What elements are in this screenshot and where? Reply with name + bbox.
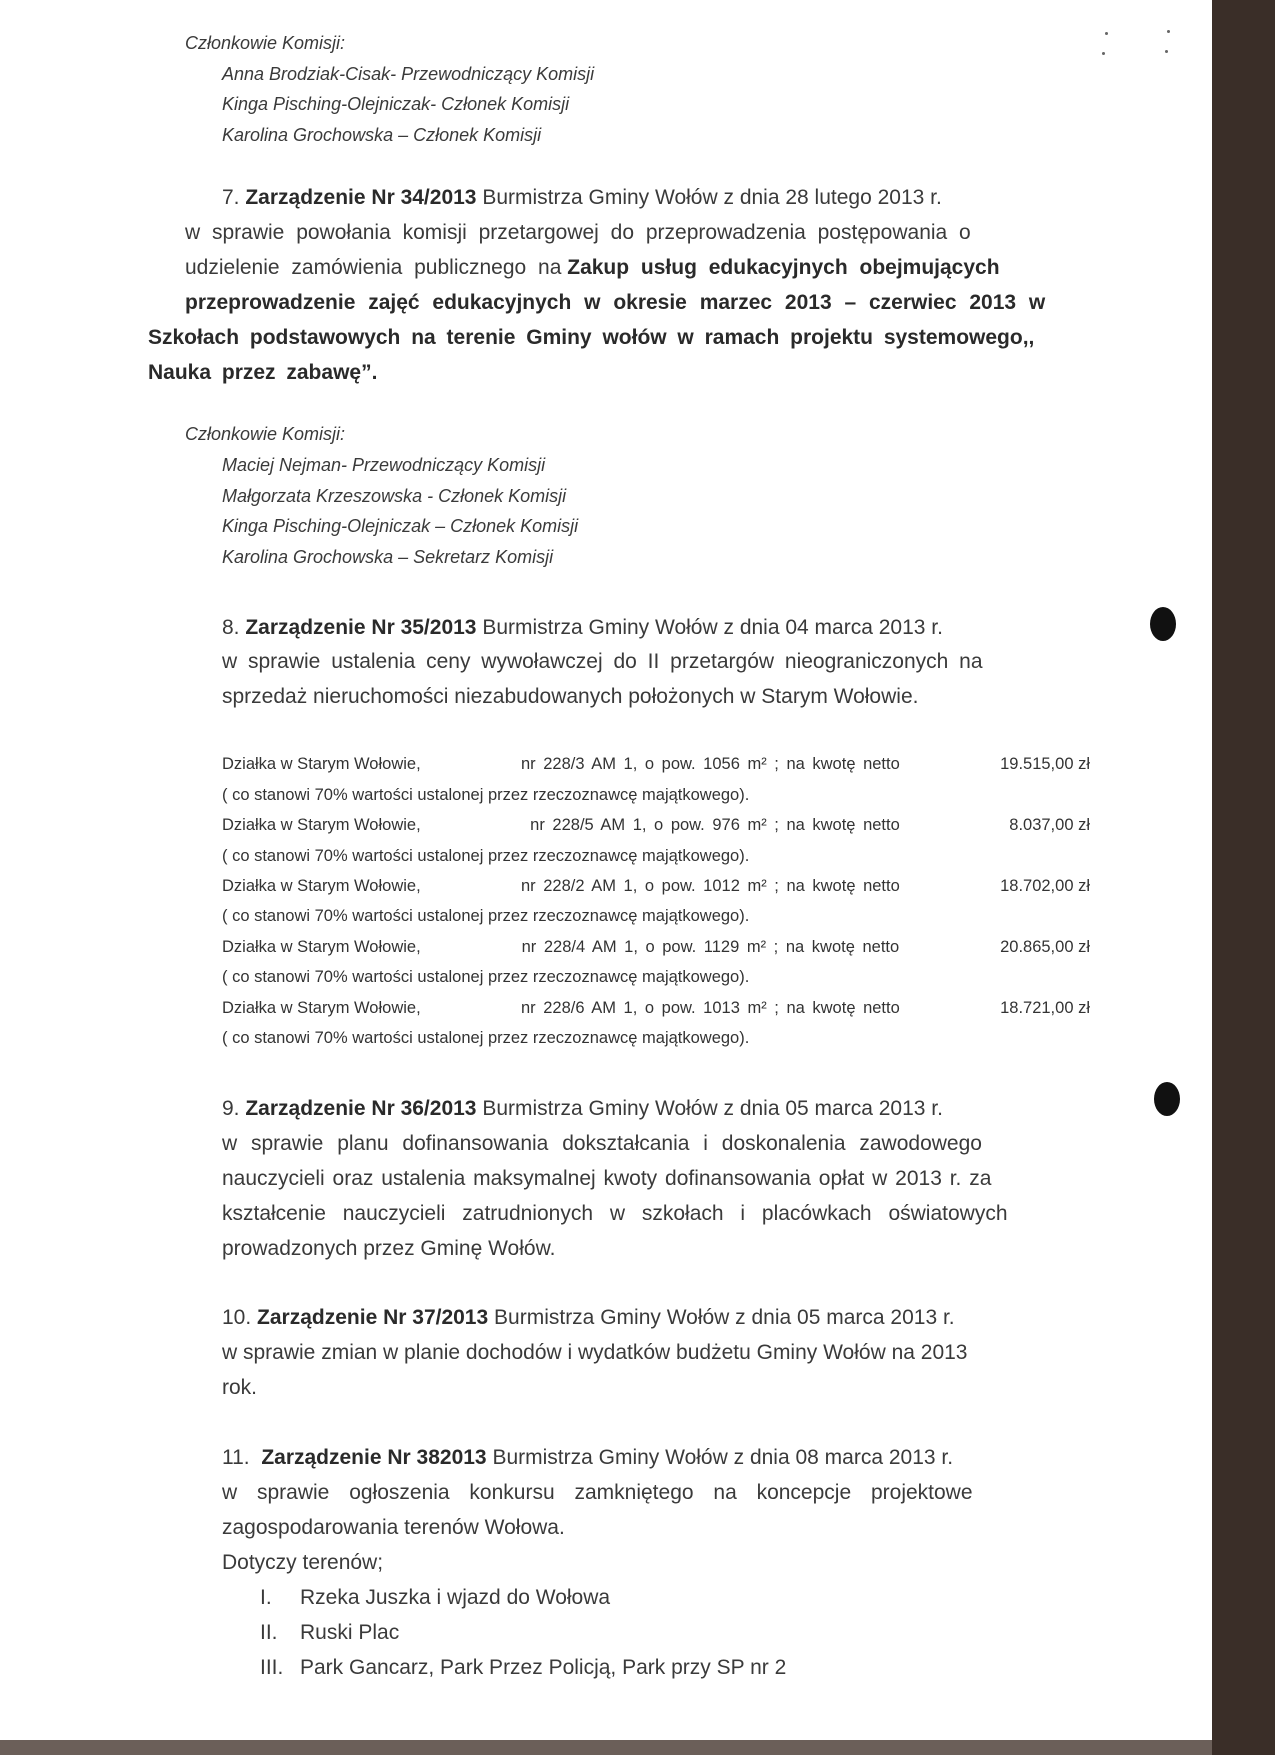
ordinance-issuer: Burmistrza Gminy Wołów z dnia 05 marca 2013 r. (482, 1097, 943, 1120)
plot-place: Działka w Starym Wołowie, (222, 999, 421, 1017)
plot-details: nr 228/5 AM 1, o pow. 976 m² ; na kwotę netto (530, 816, 900, 834)
item-9-line-4: kształcenie nauczycieli zatrudnionych w szkołach i placówkach oświatowych (222, 1202, 1008, 1225)
members-label: Członkowie Komisji: (185, 33, 346, 53)
item-10-line-2: w sprawie zmian w planie dochodów i wydatków budżetu Gminy Wołów na 2013 (222, 1341, 968, 1364)
item-7-line-3-plain: udzielenie zamówienia publicznego na (185, 256, 562, 279)
member-line: Karolina Grochowska – Sekretarz Komisji (222, 547, 554, 567)
plot-place: Działka w Starym Wołowie, (222, 755, 421, 773)
plot-place: Działka w Starym Wołowie, (222, 816, 421, 834)
item-number: 10. (222, 1306, 252, 1329)
scan-speck (1102, 52, 1105, 55)
area-numeral: II. (260, 1621, 278, 1644)
ordinance-issuer: Burmistrza Gminy Wołów z dnia 05 marca 2013 r. (494, 1306, 955, 1329)
plot-details: nr 228/3 AM 1, o pow. 1056 m² ; na kwotę netto (520, 755, 900, 773)
item-number: 11. (222, 1446, 250, 1469)
punch-hole (1154, 1082, 1180, 1116)
item-7-line-6: Nauka przez zabawę”. (148, 361, 378, 384)
plot-amount: 19.515,00 zł (1000, 755, 1090, 773)
item-number: 7. (222, 186, 240, 209)
plot-note: ( co stanowi 70% wartości ustalonej przez rzeczoznawcę majątkowego). (222, 786, 750, 804)
plot-note: ( co stanowi 70% wartości ustalonej przez rzeczoznawcę majątkowego). (222, 907, 750, 925)
ordinance-ref: Zarządzenie Nr 37/2013 (257, 1306, 489, 1329)
area-numeral: III. (260, 1656, 284, 1679)
item-11-line-4: Dotyczy terenów; (222, 1551, 384, 1574)
scan-speck (1165, 50, 1168, 53)
item-8-line-3: sprzedaż nieruchomości niezabudowanych położonych w Starym Wołowie. (222, 685, 919, 708)
item-number: 8. (222, 616, 240, 639)
member-line: Małgorzata Krzeszowska - Członek Komisji (222, 486, 567, 506)
plot-details: nr 228/2 AM 1, o pow. 1012 m² ; na kwotę netto (520, 877, 900, 895)
plot-note: ( co stanowi 70% wartości ustalonej przez rzeczoznawcę majątkowego). (222, 1029, 750, 1047)
ordinance-ref: Zarządzenie Nr 35/2013 (245, 616, 477, 639)
ordinance-issuer: Burmistrza Gminy Wołów z dnia 04 marca 2013 r. (482, 616, 943, 639)
item-9-line-2: w sprawie planu dofinansowania dokształcania i doskonalenia zawodowego (222, 1132, 982, 1155)
plot-place: Działka w Starym Wołowie, (222, 877, 421, 895)
item-7-line-3-bold: Zakup usług edukacyjnych obejmujących (567, 256, 1000, 279)
plot-amount: 18.702,00 zł (1000, 877, 1090, 895)
member-line: Kinga Pisching-Olejniczak- Członek Komisji (222, 94, 570, 114)
scan-edge (0, 1740, 1212, 1755)
item-9-line-5: prowadzonych przez Gminę Wołów. (222, 1237, 556, 1260)
ordinance-issuer: Burmistrza Gminy Wołów z dnia 08 marca 2013 r. (492, 1446, 954, 1469)
item-7-line-4: przeprowadzenie zajęć edukacyjnych w okresie marzec 2013 – czerwiec 2013 w (185, 291, 1046, 314)
item-number: 9. (222, 1097, 240, 1120)
scan-speck (1105, 32, 1108, 35)
member-line: Karolina Grochowska – Członek Komisji (222, 125, 542, 145)
member-line: Kinga Pisching-Olejniczak – Członek Komisji (222, 516, 579, 536)
plot-amount: 20.865,00 zł (1000, 938, 1090, 956)
ordinance-issuer: Burmistrza Gminy Wołów z dnia 28 lutego 2013 r. (482, 186, 942, 209)
area-item: Ruski Plac (300, 1621, 400, 1644)
ordinance-ref: Zarządzenie Nr 34/2013 (245, 186, 477, 209)
item-11-heading (222, 1446, 953, 1470)
item-7-line-5: Szkołach podstawowych na terenie Gminy wołów w ramach projektu systemowego,, (148, 326, 1035, 349)
area-item: Rzeka Juszka i wjazd do Wołowa (300, 1586, 611, 1609)
scan-speck (1167, 30, 1170, 33)
member-line: Anna Brodziak-Cisak- Przewodniczący Komisji (222, 64, 595, 84)
item-7-line-2: w sprawie powołania komisji przetargowej do przeprowadzenia postępowania o (185, 221, 971, 244)
ordinance-ref: Zarządzenie Nr 382013 (261, 1446, 487, 1469)
plot-place: Działka w Starym Wołowie, (222, 938, 421, 956)
plot-details: nr 228/4 AM 1, o pow. 1129 m² ; na kwotę netto (521, 938, 900, 956)
area-numeral: I. (260, 1586, 272, 1609)
punch-hole (1150, 607, 1176, 641)
plot-amount: 8.037,00 zł (1009, 816, 1090, 834)
item-11-line-2: w sprawie ogłoszenia konkursu zamkniętego na koncepcje projektowe (222, 1481, 973, 1504)
item-11-line-3: zagospodarowania terenów Wołowa. (222, 1516, 565, 1539)
plot-note: ( co stanowi 70% wartości ustalonej przez rzeczoznawcę majątkowego). (222, 847, 750, 865)
plot-details: nr 228/6 AM 1, o pow. 1013 m² ; na kwotę netto (520, 999, 900, 1017)
item-10-line-3: rok. (222, 1376, 258, 1399)
member-line: Maciej Nejman- Przewodniczący Komisji (222, 455, 546, 475)
plot-note: ( co stanowi 70% wartości ustalonej przez rzeczoznawcę majątkowego). (222, 968, 750, 986)
ordinance-ref: Zarządzenie Nr 36/2013 (245, 1097, 477, 1120)
item-8-line-2: w sprawie ustalenia ceny wywoławczej do II przetargów nieograniczonych na (222, 650, 983, 673)
item-9-line-3: nauczycieli oraz ustalenia maksymalnej kwoty dofinansowania opłat w 2013 r. za (222, 1167, 992, 1190)
members-label: Członkowie Komisji: (185, 424, 346, 444)
area-item: Park Gancarz, Park Przez Policją, Park przy SP nr 2 (300, 1656, 787, 1679)
plot-amount: 18.721,00 zł (1000, 999, 1090, 1017)
